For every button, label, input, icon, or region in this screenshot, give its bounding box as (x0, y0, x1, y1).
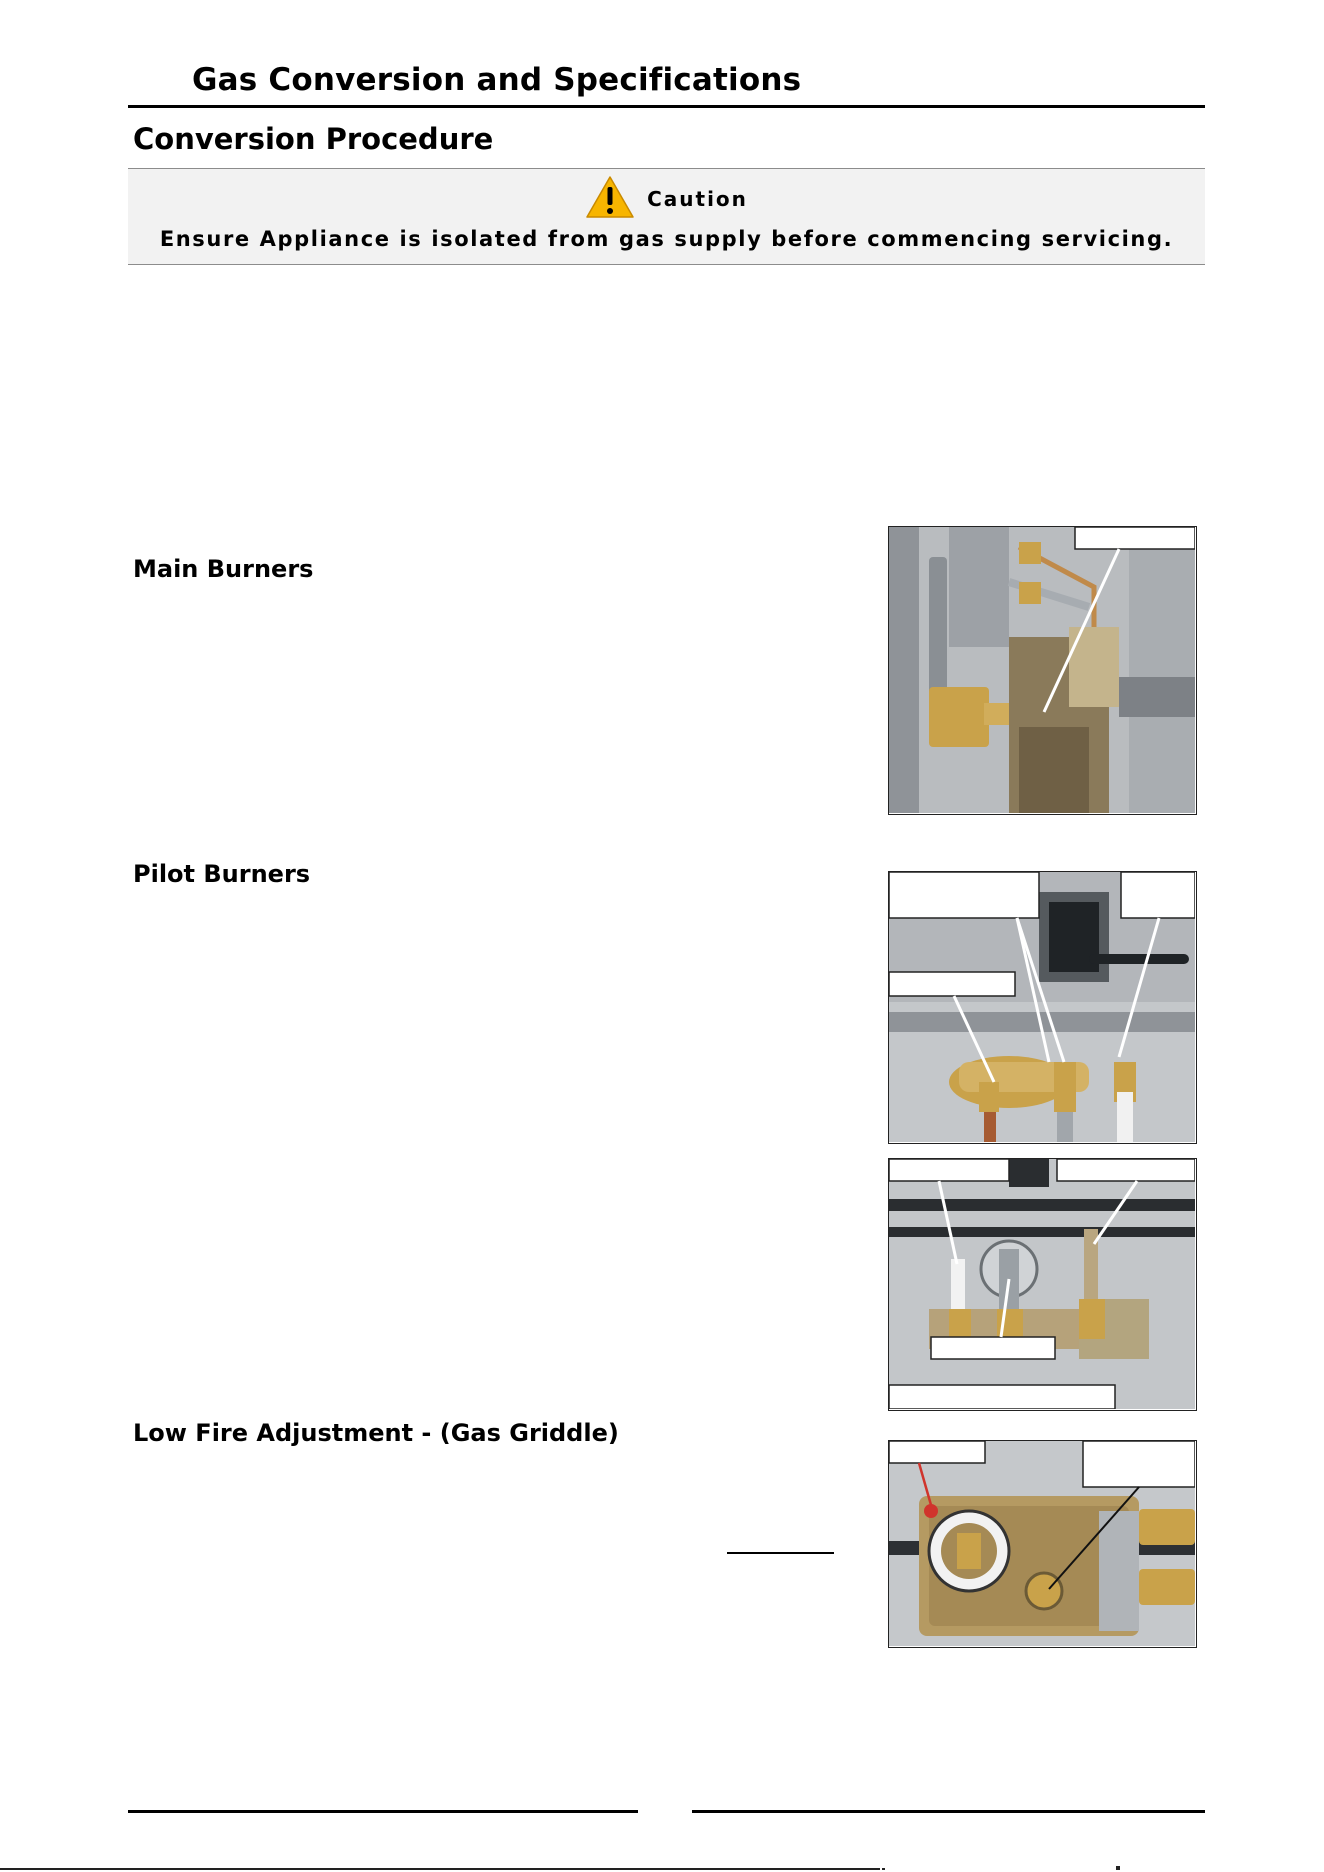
document-header: Gas Conversion and Specifications (192, 62, 802, 98)
low-fire-heading: Low Fire Adjustment - (Gas Griddle) (133, 1419, 619, 1447)
main-burners-heading: Main Burners (133, 555, 314, 583)
main-burner-injector-photo (888, 526, 1197, 815)
footer-rule-left (128, 1810, 638, 1813)
pilot-burner-photo-2 (888, 1158, 1197, 1411)
caution-heading (128, 175, 1205, 223)
section-title: Conversion Procedure (133, 122, 494, 156)
pilot-burner-photo-1 (888, 871, 1197, 1144)
page-bottom-mark (1116, 1866, 1120, 1870)
low-fire-valve-photo (888, 1440, 1197, 1648)
underline-rule (727, 1552, 834, 1554)
warning-icon (585, 175, 635, 223)
caution-label: Caution (647, 187, 748, 211)
caution-box (128, 168, 1205, 265)
header-rule (128, 105, 1205, 108)
page-bottom-mark (882, 1868, 885, 1870)
pilot-burners-heading: Pilot Burners (133, 860, 311, 888)
footer-rule-right (692, 1810, 1205, 1813)
page-bottom-edge (0, 1868, 880, 1870)
caution-message: Ensure Appliance is isolated from gas supply before commencing servicing. (159, 227, 1174, 251)
